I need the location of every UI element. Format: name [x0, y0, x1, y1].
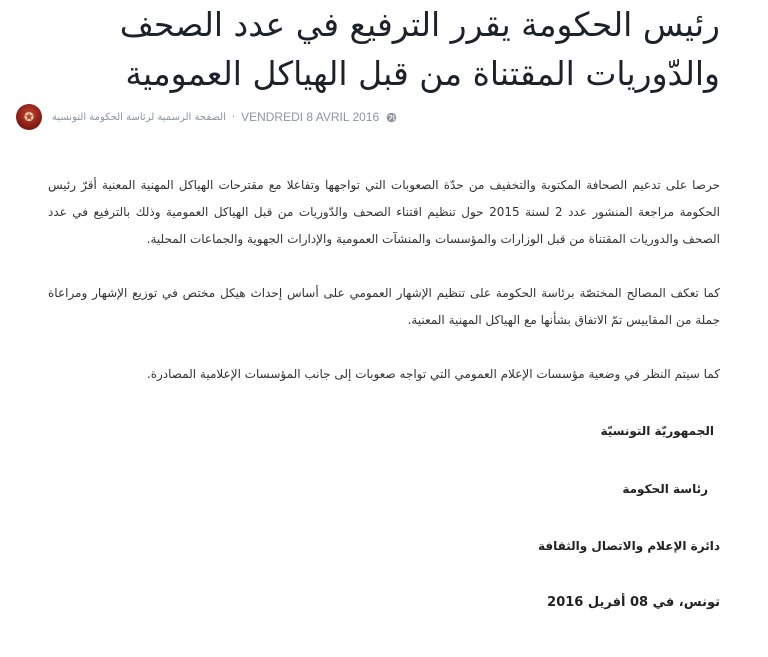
page-avatar[interactable] [16, 104, 42, 130]
paragraph-1: حرصا على تدعيم الصحافة المكتوبة والتخفيف من حدّة الصعوبات التي تواجهها وتفاعلا مع مقترحات الهياكل المهنية المعنية أقرّ رئيس الحكومة مراجعة المنشور عدد 2 لسنة 2015 حول تنظيم اقتناء الصحف والدّوريات من قبل الهياكل العمومية وذلك بالترفيع في عدد الصحف والدوريات المقتناة من قبل الوزارات والمؤسسات والمنشآت العمومية والإدارات الجهوية والجماعات المحلية. [48, 178, 720, 246]
paragraph-3: كما سيتم النظر في وضعية مؤسسات الإعلام العمومي التي تواجه صعوبات إلى جانب المؤسسات الإعلامية المصادرة. [146, 367, 720, 381]
signature-republic: الجمهوريّة التونسيّة [600, 424, 714, 438]
signature-department: دائرة الإعلام والاتصال والثقافة [537, 539, 720, 553]
signature-place-date: تونس، في 08 أفريل 2016 [547, 595, 720, 610]
article-title: رئيس الحكومة يقرر الترفيع في عدد الصحف والدّوريات المقتناة من قبل الهياكل العمومية [119, 5, 720, 93]
meta-separator: · [231, 111, 236, 123]
article-body [48, 172, 720, 415]
page-name-link[interactable]: الصفحة الرسمية لرئاسة الحكومة التونسية [52, 111, 226, 123]
signature-presidency: رئاسة الحكومة [622, 482, 708, 496]
post-meta [16, 103, 397, 131]
paragraph-2: كما تعكف المصالح المختصّة برئاسة الحكومة على تنظيم الإشهار العمومي على أساس إحداث هيكل مختص في توزيع الإشهار ومراعاة جملة من المقاييس تمّ الاتفاق بشأنها مع الهياكل المهنية المعنية. [48, 286, 720, 327]
globe-icon [386, 112, 397, 123]
post-date[interactable]: VENDREDI 8 AVRIL 2016 [241, 110, 380, 124]
government-seal-icon: ✪ [23, 110, 35, 124]
